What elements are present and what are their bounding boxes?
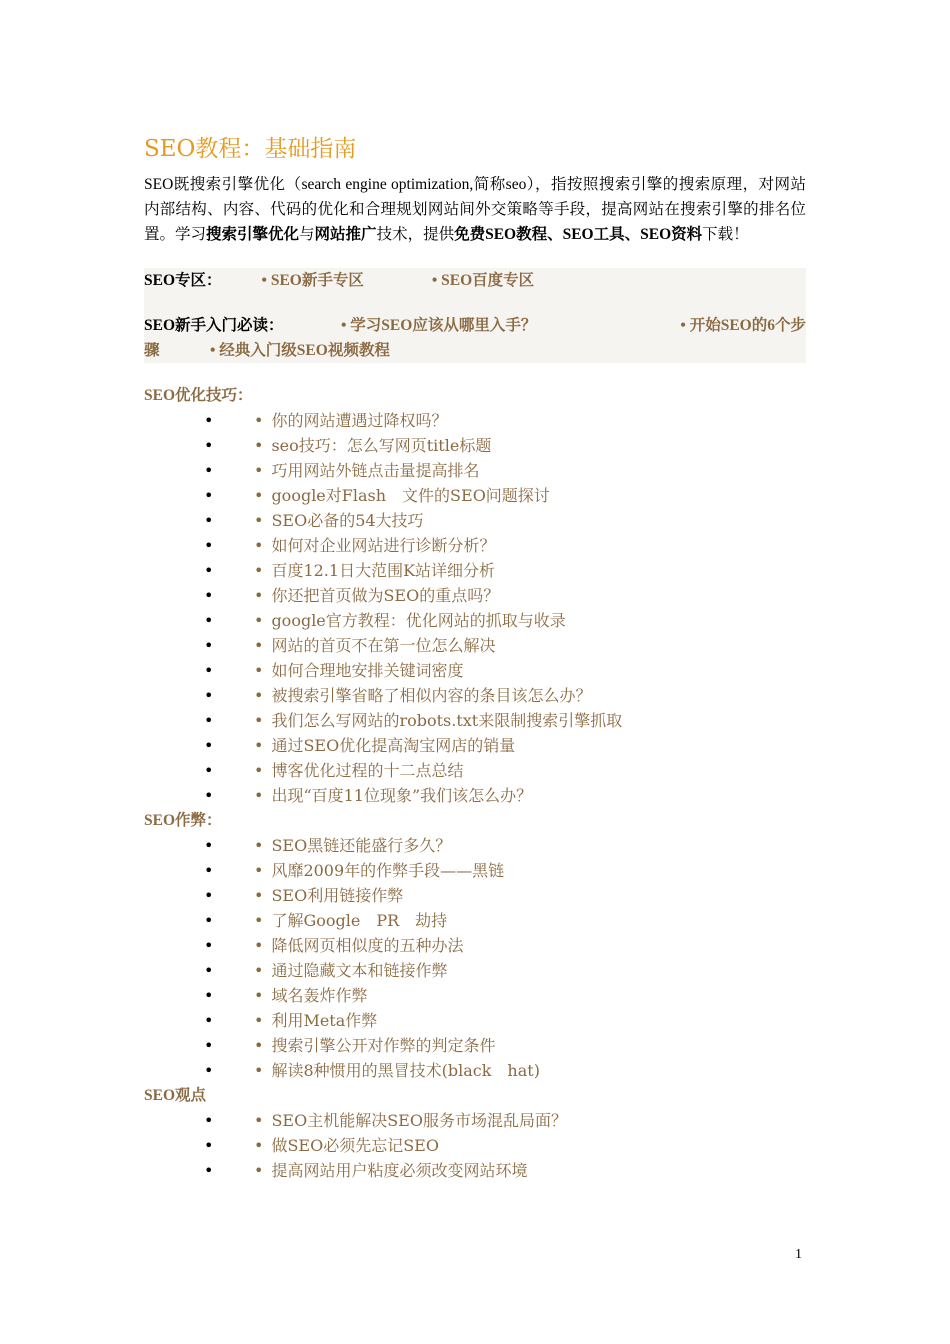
bullet-icon: •: [204, 736, 214, 755]
list-item-label: SEO必备的54大技巧: [271, 511, 424, 530]
bullet-icon: •: [204, 461, 214, 480]
intro-text-4: 下载！: [702, 226, 749, 243]
newbie-band: [144, 313, 806, 363]
list-item[interactable]: [144, 658, 806, 683]
list-item[interactable]: [144, 1133, 806, 1158]
section-heading-tips: SEO优化技巧：: [144, 387, 253, 404]
intro-text-2: 与: [299, 226, 315, 243]
link-bullet-icon: •: [254, 736, 264, 755]
link-bullet-icon: •: [254, 836, 264, 855]
bullet-icon: •: [204, 836, 214, 855]
bullet-icon: •: [204, 561, 214, 580]
newbie-line-2: [144, 338, 806, 363]
seo-zone-link-newbie[interactable]: • SEO新手专区: [261, 272, 364, 289]
link-bullet-icon: •: [254, 561, 264, 580]
intro-text-3: 技术，提供: [376, 226, 455, 243]
list-item[interactable]: [144, 1008, 806, 1033]
list-item[interactable]: [144, 1158, 806, 1183]
document-title: SEO教程：基础指南: [144, 136, 357, 162]
link-bullet-icon: •: [254, 661, 264, 680]
list-item[interactable]: [144, 633, 806, 658]
list-item[interactable]: [144, 858, 806, 883]
intro-paragraph: [144, 172, 806, 247]
bullet-icon: •: [204, 861, 214, 880]
list-views: [144, 1108, 806, 1183]
section-heading-views: SEO观点: [144, 1087, 207, 1104]
bullet-icon: •: [204, 661, 214, 680]
band-spacer: [144, 293, 806, 313]
bullet-icon: •: [204, 936, 214, 955]
list-item[interactable]: [144, 433, 806, 458]
list-item-label: SEO利用链接作弊: [271, 886, 404, 905]
link-bullet-icon: •: [254, 486, 264, 505]
link-bullet-icon: •: [254, 761, 264, 780]
list-item[interactable]: [144, 1108, 806, 1133]
list-item-label: 利用Meta作弊: [271, 1011, 378, 1030]
list-item-label: 百度12.1日大范围K站详细分析: [271, 561, 496, 580]
link-bullet-icon: •: [254, 1036, 264, 1055]
list-item-label: 搜索引擎公开对作弊的判定条件: [271, 1036, 496, 1055]
list-item-label: 我们怎么写网站的robots.txt来限制搜索引擎抓取: [271, 711, 623, 730]
bullet-icon: •: [204, 586, 214, 605]
bullet-icon: •: [204, 986, 214, 1005]
list-item-label: seo技巧：怎么写网页title标题: [271, 436, 492, 455]
list-item[interactable]: [144, 758, 806, 783]
list-item-label: SEO主机能解决SEO服务市场混乱局面？: [271, 1111, 567, 1130]
bullet-icon: •: [204, 611, 214, 630]
bullet-icon: •: [204, 961, 214, 980]
list-item-label: SEO黑链还能盛行多久？: [271, 836, 452, 855]
bullet-icon: •: [204, 886, 214, 905]
list-item[interactable]: [144, 958, 806, 983]
list-item-label: google官方教程：优化网站的抓取与收录: [271, 611, 566, 630]
list-item[interactable]: [144, 783, 806, 808]
bullet-icon: •: [204, 436, 214, 455]
bullet-icon: •: [204, 636, 214, 655]
list-item[interactable]: [144, 483, 806, 508]
link-bullet-icon: •: [254, 1111, 264, 1130]
list-item[interactable]: [144, 608, 806, 633]
intro-bold-seo: 搜索引擎优化: [206, 226, 300, 243]
list-item[interactable]: [144, 933, 806, 958]
newbie-label: SEO新手入门必读：: [144, 317, 284, 334]
list-item[interactable]: [144, 908, 806, 933]
link-bullet-icon: •: [254, 936, 264, 955]
link-bullet-icon: •: [254, 1136, 264, 1155]
seo-zone-label: SEO专区：: [144, 272, 222, 289]
seo-zone-link-baidu[interactable]: • SEO百度专区: [431, 272, 535, 289]
list-item-label: 降低网页相似度的五种办法: [271, 936, 464, 955]
intro-text-1: SEO既搜索引擎优化（search engine optimization,简称seo），指按照搜索引擎的搜索原理，对网站内部结构、内容、代码的优化和合理规划网站间外交策略等手段，提高网站在搜索引擎的排名位置。学习: [144, 176, 806, 243]
list-item[interactable]: [144, 683, 806, 708]
list-item-label: 出现“百度11位现象”我们该怎么办？: [271, 786, 533, 805]
newbie-link-six-steps[interactable]: • 开始SEO的6个步: [680, 317, 806, 334]
bullet-icon: •: [204, 1061, 214, 1080]
list-item-label: 你还把首页做为SEO的重点吗？: [271, 586, 500, 605]
bullet-icon: •: [204, 1111, 214, 1130]
link-bullet-icon: •: [254, 536, 264, 555]
bullet-icon: •: [204, 486, 214, 505]
list-item-label: 你的网站遭遇过降权吗？: [271, 411, 448, 430]
list-item[interactable]: [144, 458, 806, 483]
list-item[interactable]: [144, 1058, 806, 1083]
link-bullet-icon: •: [254, 436, 264, 455]
list-item-label: 做SEO必须先忘记SEO: [271, 1136, 439, 1155]
bullet-icon: •: [204, 686, 214, 705]
page-number: 1: [795, 1247, 802, 1262]
bullet-icon: •: [204, 511, 214, 530]
link-bullet-icon: •: [254, 636, 264, 655]
link-bullet-icon: •: [254, 511, 264, 530]
link-bullet-icon: •: [254, 711, 264, 730]
link-bullet-icon: •: [254, 786, 264, 805]
link-bullet-icon: •: [254, 686, 264, 705]
link-bullet-icon: •: [254, 1011, 264, 1030]
document-page: [144, 132, 806, 1183]
list-item-label: 巧用网站外链点击量提高排名: [271, 461, 480, 480]
list-item-label: google对Flash 文件的SEO问题探讨: [271, 486, 550, 505]
list-item[interactable]: [144, 833, 806, 858]
seo-zone-band: [144, 268, 806, 293]
list-item-label: 提高网站用户粘度必须改变网站环境: [271, 1161, 528, 1180]
link-bullet-icon: •: [254, 886, 264, 905]
list-item[interactable]: [144, 533, 806, 558]
bullet-icon: •: [204, 1161, 214, 1180]
newbie-link-where-start[interactable]: • 学习SEO应该从哪里入手？: [341, 317, 537, 334]
list-item[interactable]: [144, 558, 806, 583]
list-item-label: 解读8种惯用的黑冒技术(black hat): [271, 1061, 540, 1080]
list-item-label: 域名轰炸作弊: [271, 986, 368, 1005]
newbie-link-six-steps-cont[interactable]: 骤: [144, 342, 160, 359]
link-bullet-icon: •: [254, 1061, 264, 1080]
link-bullet-icon: •: [254, 986, 264, 1005]
list-item-label: 风靡2009年的作弊手段——黑链: [271, 861, 505, 880]
newbie-line-1: [144, 313, 806, 338]
bullet-icon: •: [204, 1036, 214, 1055]
list-item[interactable]: [144, 583, 806, 608]
link-bullet-icon: •: [254, 961, 264, 980]
bullet-icon: •: [204, 761, 214, 780]
newbie-link-video[interactable]: • 经典入门级SEO视频教程: [210, 342, 390, 359]
link-bullet-icon: •: [254, 611, 264, 630]
intro-bold-free: 免费SEO教程、SEO工具、SEO资料: [454, 226, 703, 243]
list-item[interactable]: [144, 883, 806, 908]
list-item-label: 如何合理地安排关键词密度: [271, 661, 464, 680]
list-item-label: 如何对企业网站进行诊断分析？: [271, 536, 496, 555]
list-item[interactable]: [144, 1033, 806, 1058]
list-cheat: [144, 833, 806, 1083]
list-item[interactable]: [144, 408, 806, 433]
list-item[interactable]: [144, 508, 806, 533]
list-tips: [144, 408, 806, 808]
link-bullet-icon: •: [254, 861, 264, 880]
list-item-label: 通过SEO优化提高淘宝网店的销量: [271, 736, 516, 755]
list-item-label: 网站的首页不在第一位怎么解决: [271, 636, 496, 655]
bullet-icon: •: [204, 711, 214, 730]
section-heading-cheat: SEO作弊：: [144, 812, 222, 829]
list-item-label: 通过隐藏文本和链接作弊: [271, 961, 448, 980]
list-item-label: 了解Google PR 劫持: [271, 911, 448, 930]
list-item-label: 被搜索引擎省略了相似内容的条目该怎么办？: [271, 686, 592, 705]
bullet-icon: •: [204, 911, 214, 930]
bullet-icon: •: [204, 536, 214, 555]
bullet-icon: •: [204, 786, 214, 805]
list-item[interactable]: [144, 983, 806, 1008]
link-bullet-icon: •: [254, 586, 264, 605]
link-bullet-icon: •: [254, 1161, 264, 1180]
list-item[interactable]: [144, 708, 806, 733]
list-item-label: 博客优化过程的十二点总结: [271, 761, 464, 780]
bullet-icon: •: [204, 411, 214, 430]
link-bullet-icon: •: [254, 911, 264, 930]
bullet-icon: •: [204, 1136, 214, 1155]
link-bullet-icon: •: [254, 461, 264, 480]
link-bullet-icon: •: [254, 411, 264, 430]
list-item[interactable]: [144, 733, 806, 758]
bullet-icon: •: [204, 1011, 214, 1030]
intro-bold-promotion: 网站推广: [314, 226, 377, 243]
